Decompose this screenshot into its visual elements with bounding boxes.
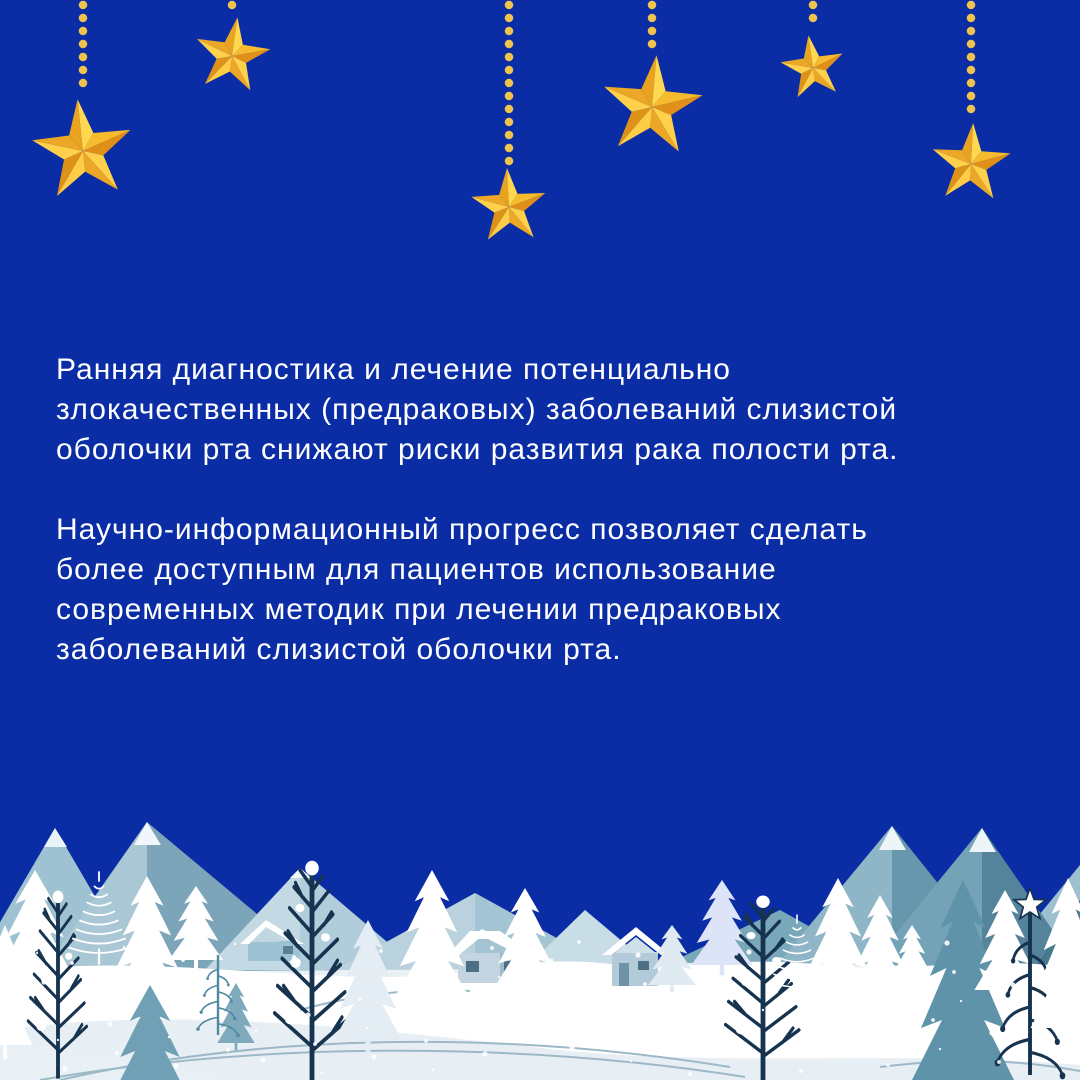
gold-star-icon: [191, 12, 274, 92]
gold-star-icon: [599, 51, 706, 153]
gold-star-icon: [28, 94, 136, 198]
text-line: Ранняя диагностика и лечение потенциально: [56, 353, 731, 386]
winter-landscape-illustration: [0, 805, 1080, 1080]
text-line: заболеваний слизистой оболочки рта.: [56, 633, 622, 666]
gold-star-icon: [470, 166, 548, 240]
gold-star-icon: [930, 121, 1012, 199]
hanging-stars-decoration: [0, 0, 1080, 280]
body-text: [56, 350, 1046, 710]
paragraph-1: [56, 350, 1046, 470]
text-line: злокачественных (предраковых) заболеваний слизистой: [56, 393, 898, 426]
text-line: современных методик при лечении предраковых: [56, 593, 782, 626]
text-line: Научно-информационный прогресс позволяет сделать: [56, 513, 868, 546]
bead-chains: [83, 5, 971, 162]
text-line: оболочки рта снижают риски развития рака полости рта.: [56, 433, 899, 466]
paragraph-2: [56, 510, 1046, 670]
text-line: более доступным для пациентов использование: [56, 553, 777, 586]
gold-star-icon: [777, 31, 847, 99]
